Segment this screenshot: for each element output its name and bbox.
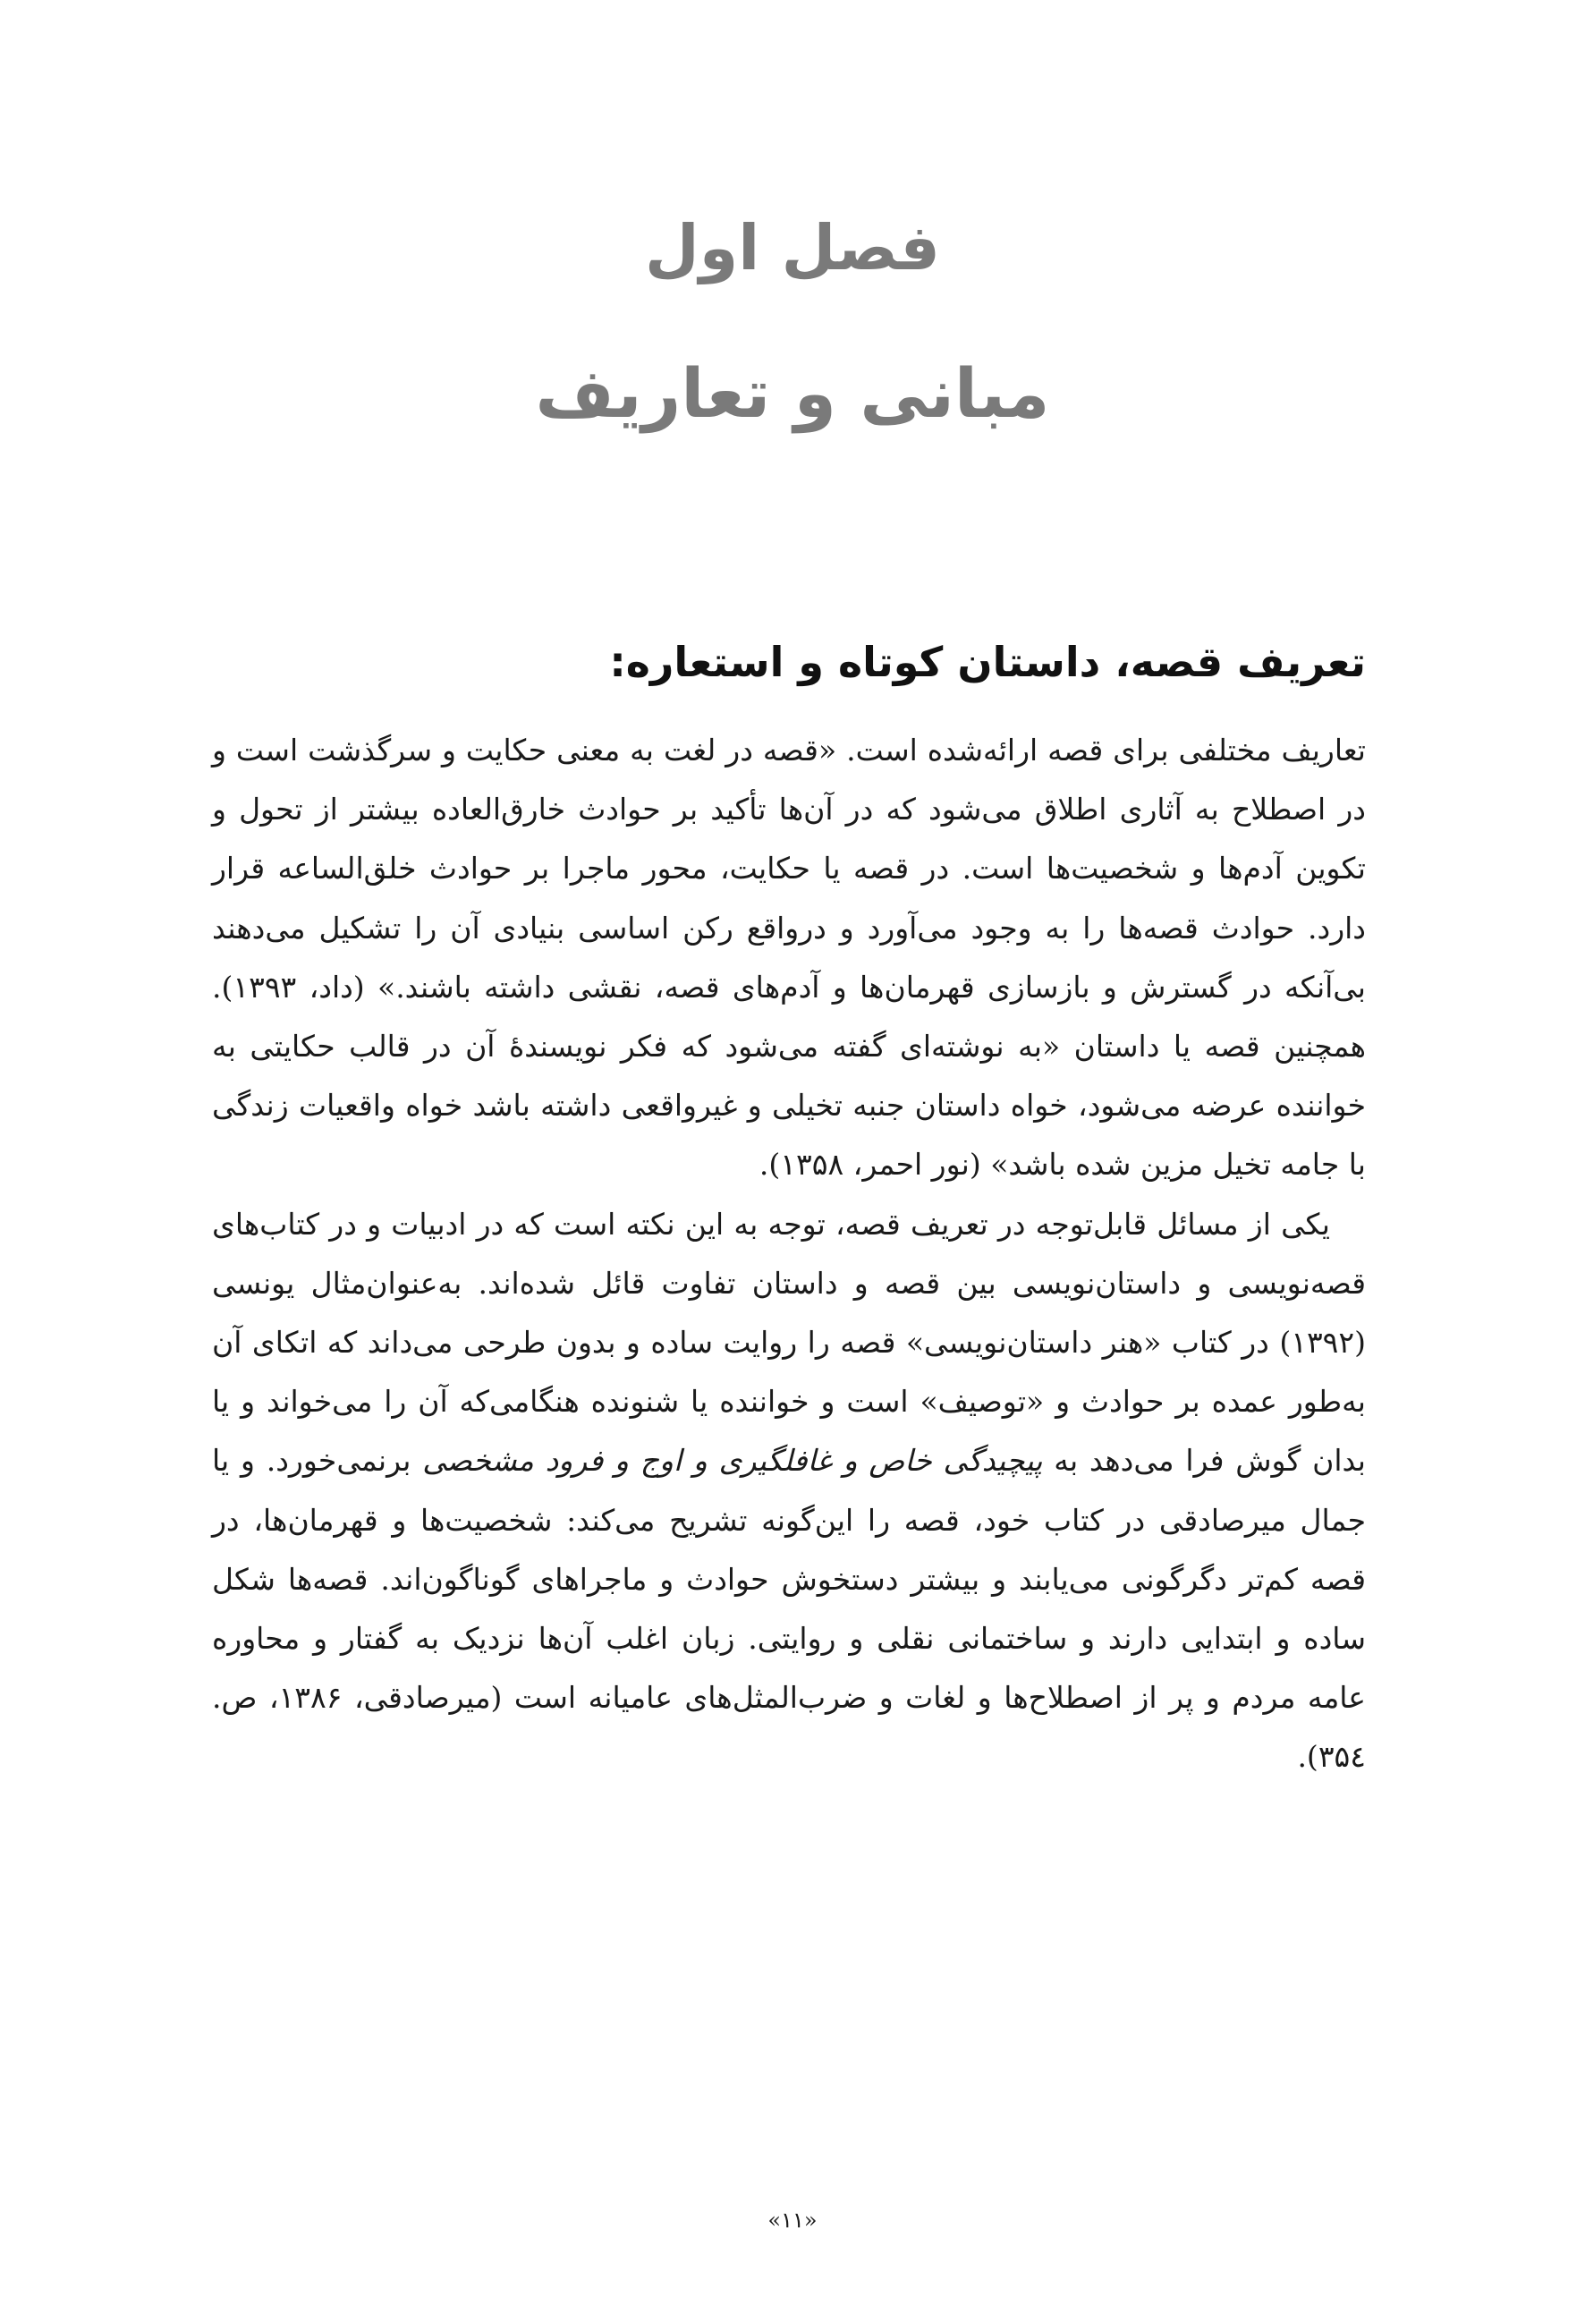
section-heading: تعریف قصه، داستان کوتاه و استعاره: — [609, 638, 1366, 686]
page-number: «۱۱» — [767, 2208, 818, 2233]
body-text — [212, 721, 1366, 1787]
paragraph-2-text-end: برنمی‌خورد. و یا جمال میرصادقی در کتاب خود، قصه را این‌گونه تشریح می‌کند: شخصیت‌ها و قهرمان‌ها، در قصه کم‌تر دگرگونی می‌یابند و بیشتر دستخوش حوادث و ماجراهای گوناگون‌اند. قصه‌ها شکل ساده و ابتدایی دارند و ساختمانی نقلی و روایتی. زبان اغلب آن‌ها نزدیک به گفتار و محاوره عامه مردم و پر از اصطلاح‌ها و لغات و ضرب‌المثل‌های عامیانه است (میرصادقی، ۱۳۸۶، ص. ۳۵٤). — [212, 1443, 1366, 1775]
chapter-title: مبانی و تعاریف — [535, 353, 1050, 433]
paragraph-2 — [212, 1195, 1366, 1787]
paragraph-2-text-start: یکی از مسائل قابل‌توجه در تعریف قصه، توجه به این نکته است که در ادبیات و در کتاب‌های قصه‌نویسی و داستان‌نویسی بین قصه و داستان تفاوت قائل شده‌اند. به‌عنوان‌مثال یونسی (۱۳۹۲) در کتاب «هنر داستان‌نویسی» قصه را روایت ساده و بدون طرحی می‌داند که اتکای آن به‌طور عمده بر حوادث و «توصیف» است و خواننده یا شنونده هنگامی‌که آن را می‌خواند و یا بدان گوش فرا می‌دهد به — [212, 1206, 1366, 1479]
paragraph-2-italic-phrase: پیچیدگی خاص و غافلگیری و اوج و فرود مشخصی — [422, 1443, 1043, 1479]
paragraph-1: تعاریف مختلفی برای قصه ارائه‌شده است. «قصه در لغت به معنی حکایت و سرگذشت است و در اصطلاح به آثاری اطلاق می‌شود که در آن‌ها تأکید بر حوادث خارق‌العاده بیشتر از تحول و تکوین آدم‌ها و شخصیت‌ها است. در قصه یا حکایت، محور ماجرا بر حوادث خلق‌الساعه قرار دارد. حوادث قصه‌ها را به وجود می‌آورد و درواقع رکن اساسی بنیادی آن را تشکیل می‌دهند بی‌آنکه در گسترش و بازسازی قهرمان‌ها و آدم‌های قصه، نقشی داشته باشند.» (داد، ۱۳۹۳). همچنین قصه یا داستان «به نوشته‌ای گفته می‌شود که فکر نویسندهٔ آن در قالب حکایتی به خواننده عرضه می‌شود، خواه داستان جنبه تخیلی و غیرواقعی داشته باشد خواه واقعیات زندگی با جامه تخیل مزین شده باشد» (نور احمر، ۱۳۵۸). — [212, 733, 1366, 1183]
chapter-number: فصل اول — [645, 211, 940, 284]
